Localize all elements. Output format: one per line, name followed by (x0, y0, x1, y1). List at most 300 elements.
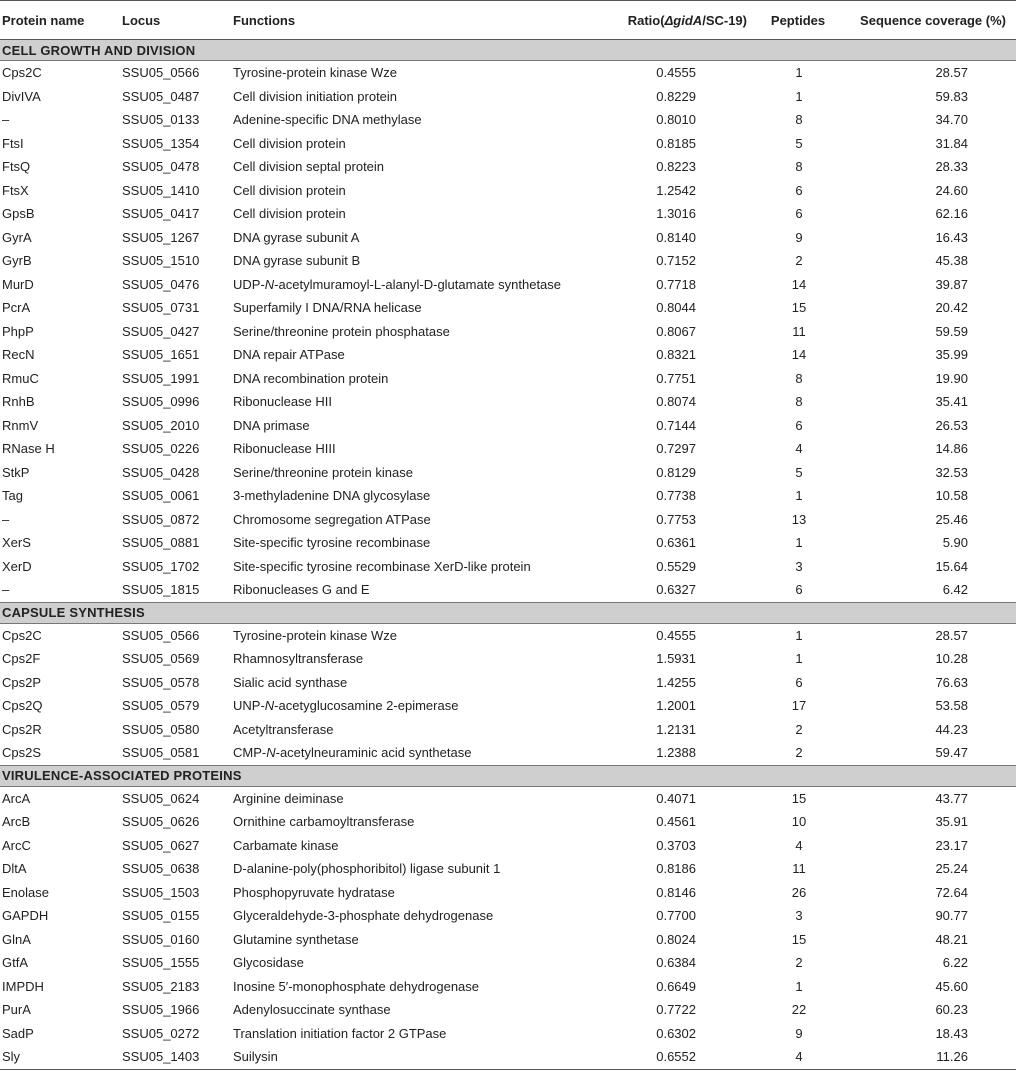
table-row (0, 975, 1016, 999)
ratio-cell: 0.8010 (656, 112, 696, 128)
protein-name-cell: DivIVA (2, 88, 41, 104)
table-row (0, 202, 1016, 226)
function-cell: Adenine-specific DNA methylase (233, 112, 422, 128)
ratio-cell: 0.6384 (656, 955, 696, 971)
table-row (0, 155, 1016, 179)
header-peptides: Peptides (757, 1, 841, 40)
locus-cell: SSU05_0638 (122, 861, 200, 877)
table-row (0, 249, 1016, 273)
coverage-cell: 76.63 (935, 674, 968, 690)
table-row (0, 367, 1016, 391)
locus-cell: SSU05_0155 (122, 908, 200, 924)
peptides-cell: 4 (795, 837, 803, 853)
locus-cell: SSU05_0731 (122, 300, 200, 316)
locus-cell: SSU05_0226 (122, 441, 200, 457)
protein-name-cell: – (2, 511, 10, 527)
ratio-cell: 0.8223 (656, 159, 696, 175)
header-ratio: Ratio(ΔgidA/SC-19) (597, 1, 757, 40)
ratio-cell: 1.4255 (656, 674, 696, 690)
ratio-cell: 0.8129 (656, 464, 696, 480)
section-title: CAPSULE SYNTHESIS (0, 602, 1016, 623)
ratio-cell: 0.7751 (656, 370, 696, 386)
function-cell: UDP-N-acetylmuramoyl-L-alanyl-D-glutamate synthetase (233, 276, 562, 292)
ratio-cell: 1.2542 (656, 182, 696, 198)
peptides-cell: 17 (791, 698, 807, 714)
ratio-cell: 0.8044 (656, 300, 696, 316)
function-cell: Serine/threonine protein kinase (233, 464, 413, 480)
locus-cell: SSU05_1354 (122, 135, 200, 151)
locus-cell: SSU05_0580 (122, 721, 200, 737)
coverage-cell: 19.90 (935, 370, 968, 386)
section-header-row (0, 602, 1016, 623)
locus-cell: SSU05_0427 (122, 323, 200, 339)
peptides-cell: 3 (795, 908, 803, 924)
peptides-cell: 2 (795, 721, 803, 737)
protein-name-cell: SadP (2, 1025, 34, 1041)
protein-name-cell: GAPDH (2, 908, 49, 924)
locus-cell: SSU05_0566 (122, 65, 200, 81)
function-cell: CMP-N-acetylneuraminic acid synthetase (233, 745, 472, 761)
function-cell: Translation initiation factor 2 GTPase (233, 1025, 447, 1041)
function-cell: UNP-N-acetyglucosamine 2-epimerase (233, 698, 459, 714)
locus-cell: SSU05_0624 (122, 790, 200, 806)
protein-name-cell: Sly (0, 1045, 120, 1069)
protein-name-cell: ArcB (2, 814, 31, 830)
peptides-cell: 22 (791, 1002, 807, 1018)
table-row (0, 904, 1016, 928)
table-row (0, 998, 1016, 1022)
coverage-cell: 53.58 (935, 698, 968, 714)
peptides-cell: 1 (795, 978, 803, 994)
locus-cell: SSU05_0996 (122, 394, 200, 410)
ratio-cell: 0.6361 (656, 535, 696, 551)
peptides-cell: 9 (795, 229, 803, 245)
ratio-cell: 0.8146 (656, 884, 696, 900)
function-cell: DNA repair ATPase (233, 347, 345, 363)
peptides-cell: 8 (795, 394, 803, 410)
function-cell: Site-specific tyrosine recombinase XerD-like protein (233, 558, 531, 574)
peptides-cell: 9 (795, 1025, 803, 1041)
table-row (0, 1045, 1016, 1069)
locus-cell: SSU05_0428 (122, 464, 200, 480)
coverage-cell: 28.33 (935, 159, 968, 175)
function-cell: Glutamine synthetase (233, 931, 359, 947)
table-row (0, 1022, 1016, 1046)
coverage-cell: 45.38 (935, 253, 968, 269)
ratio-cell: 1.3016 (656, 206, 696, 222)
peptides-cell: 2 (795, 955, 803, 971)
function-cell: Inosine 5′-monophosphate dehydrogenase (233, 978, 480, 994)
peptides-cell: 2 (795, 745, 803, 761)
table-row (0, 951, 1016, 975)
coverage-cell: 18.43 (935, 1025, 968, 1041)
section-header-row (0, 40, 1016, 61)
function-cell: Tyrosine-protein kinase Wze (233, 65, 398, 81)
locus-cell: SSU05_1702 (122, 558, 200, 574)
peptides-cell: 13 (791, 511, 807, 527)
peptides-cell: 8 (795, 370, 803, 386)
function-cell: Rhamnosyltransferase (233, 651, 364, 667)
protein-name-cell: FtsX (2, 182, 29, 198)
ratio-cell: 0.7144 (656, 417, 696, 433)
coverage-cell: 16.43 (935, 229, 968, 245)
locus-cell: SSU05_1403 (120, 1045, 231, 1069)
peptides-cell: 4 (795, 441, 803, 457)
protein-name-cell: Cps2S (2, 745, 42, 761)
protein-name-cell: Enolase (2, 884, 49, 900)
coverage-cell: 28.57 (935, 65, 968, 81)
function-cell: Ribonuclease HIII (233, 441, 336, 457)
protein-name-cell: Tag (2, 488, 23, 504)
locus-cell: SSU05_1267 (122, 229, 200, 245)
function-cell: Cell division protein (233, 206, 346, 222)
ratio-cell: 0.7753 (656, 511, 696, 527)
locus-cell: SSU05_2183 (122, 978, 200, 994)
table-row (0, 671, 1016, 695)
peptides-cell: 1 (795, 488, 803, 504)
peptides-cell: 1 (795, 651, 803, 667)
peptides-cell: 15 (791, 300, 807, 316)
table-row (0, 320, 1016, 344)
coverage-cell: 14.86 (935, 441, 968, 457)
protein-name-cell: FtsQ (2, 159, 31, 175)
protein-name-cell: GyrA (2, 229, 32, 245)
peptides-cell: 26 (791, 884, 807, 900)
locus-cell: SSU05_1503 (122, 884, 200, 900)
coverage-cell: 48.21 (935, 931, 968, 947)
coverage-cell: 59.83 (935, 88, 968, 104)
locus-cell: SSU05_0417 (122, 206, 200, 222)
coverage-cell: 15.64 (935, 558, 968, 574)
table-row (0, 296, 1016, 320)
coverage-cell: 60.23 (935, 1002, 968, 1018)
function-cell: Ribonuclease HII (233, 394, 332, 410)
ratio-cell: 0.3703 (656, 837, 696, 853)
protein-name-cell: PurA (2, 1002, 31, 1018)
ratio-cell: 0.4555 (656, 627, 696, 643)
coverage-cell: 35.91 (935, 814, 968, 830)
function-cell: Cell division protein (233, 135, 346, 151)
table-row (0, 132, 1016, 156)
coverage-cell: 11.26 (841, 1045, 1016, 1069)
protein-name-cell: RnmV (2, 417, 39, 433)
function-cell: 3-methyladenine DNA glycosylase (233, 488, 431, 504)
header-protein-name: Protein name (0, 1, 120, 40)
peptides-cell: 3 (795, 558, 803, 574)
ratio-cell: 0.6302 (656, 1025, 696, 1041)
peptides-cell: 1 (795, 65, 803, 81)
locus-cell: SSU05_1510 (122, 253, 200, 269)
function-cell: Ribonucleases G and E (233, 582, 370, 598)
table-row (0, 623, 1016, 647)
ratio-cell: 0.8067 (656, 323, 696, 339)
function-cell: Superfamily I DNA/RNA helicase (233, 300, 422, 316)
table-body (0, 40, 1016, 1070)
coverage-cell: 32.53 (935, 464, 968, 480)
ratio-cell: 1.5931 (656, 651, 696, 667)
peptides-cell: 1 (795, 88, 803, 104)
function-cell: Glycosidase (233, 955, 304, 971)
peptides-cell: 15 (791, 931, 807, 947)
coverage-cell: 90.77 (935, 908, 968, 924)
table-row (0, 834, 1016, 858)
locus-cell: SSU05_0487 (122, 88, 200, 104)
ratio-cell: 0.8321 (656, 347, 696, 363)
protein-name-cell: Cps2Q (2, 698, 43, 714)
peptides-cell: 8 (795, 159, 803, 175)
coverage-cell: 26.53 (935, 417, 968, 433)
protein-name-cell: MurD (2, 276, 34, 292)
locus-cell: SSU05_0566 (122, 627, 200, 643)
table-row (0, 928, 1016, 952)
locus-cell: SSU05_1555 (122, 955, 200, 971)
header-locus: Locus (120, 1, 231, 40)
table-row (0, 531, 1016, 555)
locus-cell: SSU05_0626 (122, 814, 200, 830)
protein-name-cell: XerS (2, 535, 31, 551)
table-row (0, 390, 1016, 414)
function-cell: Cell division protein (233, 182, 346, 198)
peptides-cell: 2 (795, 253, 803, 269)
function-cell: Chromosome segregation ATPase (233, 511, 431, 527)
function-cell: Sialic acid synthase (233, 674, 348, 690)
coverage-cell: 6.42 (942, 582, 968, 598)
table-row (0, 484, 1016, 508)
function-cell: Serine/threonine protein phosphatase (233, 323, 450, 339)
ratio-cell: 0.4561 (656, 814, 696, 830)
protein-name-cell: GlnA (2, 931, 31, 947)
ratio-cell: 0.6327 (656, 582, 696, 598)
ratio-cell: 0.8140 (656, 229, 696, 245)
protein-name-cell: Cps2C (2, 627, 42, 643)
coverage-cell: 39.87 (935, 276, 968, 292)
table-row (0, 810, 1016, 834)
table-row (0, 461, 1016, 485)
table-row (0, 857, 1016, 881)
locus-cell: SSU05_0872 (122, 511, 200, 527)
ratio-cell: 0.8024 (656, 931, 696, 947)
protein-name-cell: StkP (2, 464, 30, 480)
locus-cell: SSU05_0478 (122, 159, 200, 175)
ratio-cell: 0.6649 (656, 978, 696, 994)
table-row (0, 273, 1016, 297)
ratio-cell: 0.8229 (656, 88, 696, 104)
section-header-row (0, 765, 1016, 786)
ratio-cell: 0.4071 (656, 790, 696, 806)
ratio-cell: 0.7738 (656, 488, 696, 504)
table-row (0, 718, 1016, 742)
ratio-cell: 0.8074 (656, 394, 696, 410)
protein-name-cell: RNase H (2, 441, 55, 457)
protein-name-cell: Cps2C (2, 65, 42, 81)
table-row (0, 414, 1016, 438)
function-cell: Tyrosine-protein kinase Wze (233, 627, 398, 643)
function-cell: Phosphopyruvate hydratase (233, 884, 395, 900)
peptides-cell: 6 (795, 417, 803, 433)
coverage-cell: 35.41 (935, 394, 968, 410)
coverage-cell: 62.16 (935, 206, 968, 222)
function-cell: Arginine deiminase (233, 790, 344, 806)
function-cell: DNA gyrase subunit A (233, 229, 360, 245)
protein-name-cell: ArcA (2, 790, 31, 806)
coverage-cell: 24.60 (935, 182, 968, 198)
ratio-cell: 0.7700 (656, 908, 696, 924)
protein-name-cell: – (2, 112, 10, 128)
function-cell: Acetyltransferase (233, 721, 334, 737)
ratio-cell: 1.2388 (656, 745, 696, 761)
locus-cell: SSU05_0881 (122, 535, 200, 551)
function-cell: Carbamate kinase (233, 837, 339, 853)
coverage-cell: 25.46 (935, 511, 968, 527)
table-row (0, 108, 1016, 132)
protein-name-cell: GyrB (2, 253, 32, 269)
table-row (0, 85, 1016, 109)
coverage-cell: 25.24 (935, 861, 968, 877)
coverage-cell: 59.47 (935, 745, 968, 761)
function-cell: Site-specific tyrosine recombinase (233, 535, 431, 551)
header-sequence-coverage: Sequence coverage (%) (841, 1, 1016, 40)
table-header-row (0, 1, 1016, 40)
table-row (0, 437, 1016, 461)
locus-cell: SSU05_0133 (122, 112, 200, 128)
table-row (0, 343, 1016, 367)
ratio-cell: 1.2131 (656, 721, 696, 737)
locus-cell: SSU05_0061 (122, 488, 200, 504)
protein-name-cell: GpsB (2, 206, 35, 222)
coverage-cell: 72.64 (935, 884, 968, 900)
locus-cell: SSU05_0476 (122, 276, 200, 292)
peptides-cell: 6 (795, 182, 803, 198)
function-cell: Ornithine carbamoyltransferase (233, 814, 415, 830)
protein-name-cell: – (2, 582, 10, 598)
protein-name-cell: IMPDH (2, 978, 44, 994)
locus-cell: SSU05_1651 (122, 347, 200, 363)
locus-cell: SSU05_0579 (122, 698, 200, 714)
locus-cell: SSU05_1991 (122, 370, 200, 386)
table-row (0, 786, 1016, 810)
coverage-cell: 6.22 (942, 955, 968, 971)
ratio-cell: 0.7152 (656, 253, 696, 269)
header-functions: Functions (231, 1, 597, 40)
protein-name-cell: PhpP (2, 323, 34, 339)
coverage-cell: 59.59 (935, 323, 968, 339)
coverage-cell: 28.57 (935, 627, 968, 643)
function-cell: Glyceraldehyde-3-phosphate dehydrogenase (233, 908, 494, 924)
protein-name-cell: GtfA (2, 955, 29, 971)
peptides-cell: 10 (791, 814, 807, 830)
table-row (0, 226, 1016, 250)
table-row (0, 881, 1016, 905)
protein-name-cell: DltA (2, 861, 27, 877)
locus-cell: SSU05_0581 (122, 745, 200, 761)
coverage-cell: 20.42 (935, 300, 968, 316)
locus-cell: SSU05_0578 (122, 674, 200, 690)
coverage-cell: 23.17 (935, 837, 968, 853)
table-row (0, 508, 1016, 532)
locus-cell: SSU05_0627 (122, 837, 200, 853)
protein-name-cell: RnhB (2, 394, 35, 410)
table-row (0, 694, 1016, 718)
ratio-cell: 0.8185 (656, 135, 696, 151)
coverage-cell: 34.70 (935, 112, 968, 128)
locus-cell: SSU05_1410 (122, 182, 200, 198)
peptides-cell: 6 (795, 674, 803, 690)
coverage-cell: 35.99 (935, 347, 968, 363)
peptides-cell: 11 (792, 323, 806, 339)
peptides-cell: 6 (795, 582, 803, 598)
table-row (0, 179, 1016, 203)
coverage-cell: 5.90 (942, 535, 968, 551)
locus-cell: SSU05_0272 (122, 1025, 200, 1041)
table-row (0, 555, 1016, 579)
function-cell: D-alanine-poly(phosphoribitol) ligase subunit 1 (233, 861, 501, 877)
ratio-cell: 0.4555 (656, 65, 696, 81)
peptides-cell: 6 (795, 206, 803, 222)
table-row (0, 578, 1016, 602)
coverage-cell: 10.58 (935, 488, 968, 504)
coverage-cell: 10.28 (935, 651, 968, 667)
function-cell: DNA primase (233, 417, 310, 433)
section-title: VIRULENCE-ASSOCIATED PROTEINS (0, 765, 1016, 786)
ratio-cell: 0.8186 (656, 861, 696, 877)
function-cell: Cell division septal protein (233, 159, 385, 175)
peptides-cell: 1 (795, 627, 803, 643)
peptides-cell: 14 (791, 276, 807, 292)
peptides-cell: 15 (791, 790, 807, 806)
peptides-cell: 4 (757, 1045, 841, 1069)
section-title: CELL GROWTH AND DIVISION (0, 40, 1016, 61)
locus-cell: SSU05_1966 (122, 1002, 200, 1018)
table-row (0, 741, 1016, 765)
function-cell: Cell division initiation protein (233, 88, 398, 104)
locus-cell: SSU05_0569 (122, 651, 200, 667)
ratio-cell: 0.7722 (656, 1002, 696, 1018)
protein-name-cell: XerD (2, 558, 32, 574)
ratio-cell: 0.7297 (656, 441, 696, 457)
function-cell: DNA recombination protein (233, 370, 389, 386)
protein-name-cell: Cps2R (2, 721, 42, 737)
function-cell: Suilysin (231, 1045, 597, 1069)
coverage-cell: 45.60 (935, 978, 968, 994)
table-row (0, 61, 1016, 85)
peptides-cell: 1 (795, 535, 803, 551)
protein-name-cell: ArcC (2, 837, 31, 853)
peptides-cell: 5 (795, 135, 803, 151)
protein-name-cell: PcrA (2, 300, 31, 316)
ratio-cell: 0.6552 (597, 1045, 757, 1069)
peptides-cell: 11 (792, 861, 806, 877)
locus-cell: SSU05_1815 (122, 582, 200, 598)
coverage-cell: 43.77 (935, 790, 968, 806)
locus-cell: SSU05_0160 (122, 931, 200, 947)
function-cell: Adenylosuccinate synthase (233, 1002, 391, 1018)
locus-cell: SSU05_2010 (122, 417, 200, 433)
coverage-cell: 31.84 (935, 135, 968, 151)
peptides-cell: 5 (795, 464, 803, 480)
peptides-cell: 14 (791, 347, 807, 363)
protein-name-cell: Cps2P (2, 674, 42, 690)
coverage-cell: 44.23 (935, 721, 968, 737)
protein-name-cell: Cps2F (2, 651, 41, 667)
table-row (0, 647, 1016, 671)
peptides-cell: 8 (795, 112, 803, 128)
ratio-cell: 1.2001 (656, 698, 696, 714)
ratio-cell: 0.5529 (656, 558, 696, 574)
protein-name-cell: RecN (2, 347, 35, 363)
function-cell: DNA gyrase subunit B (233, 253, 361, 269)
protein-name-cell: RmuC (2, 370, 39, 386)
protein-name-cell: FtsI (2, 135, 24, 151)
